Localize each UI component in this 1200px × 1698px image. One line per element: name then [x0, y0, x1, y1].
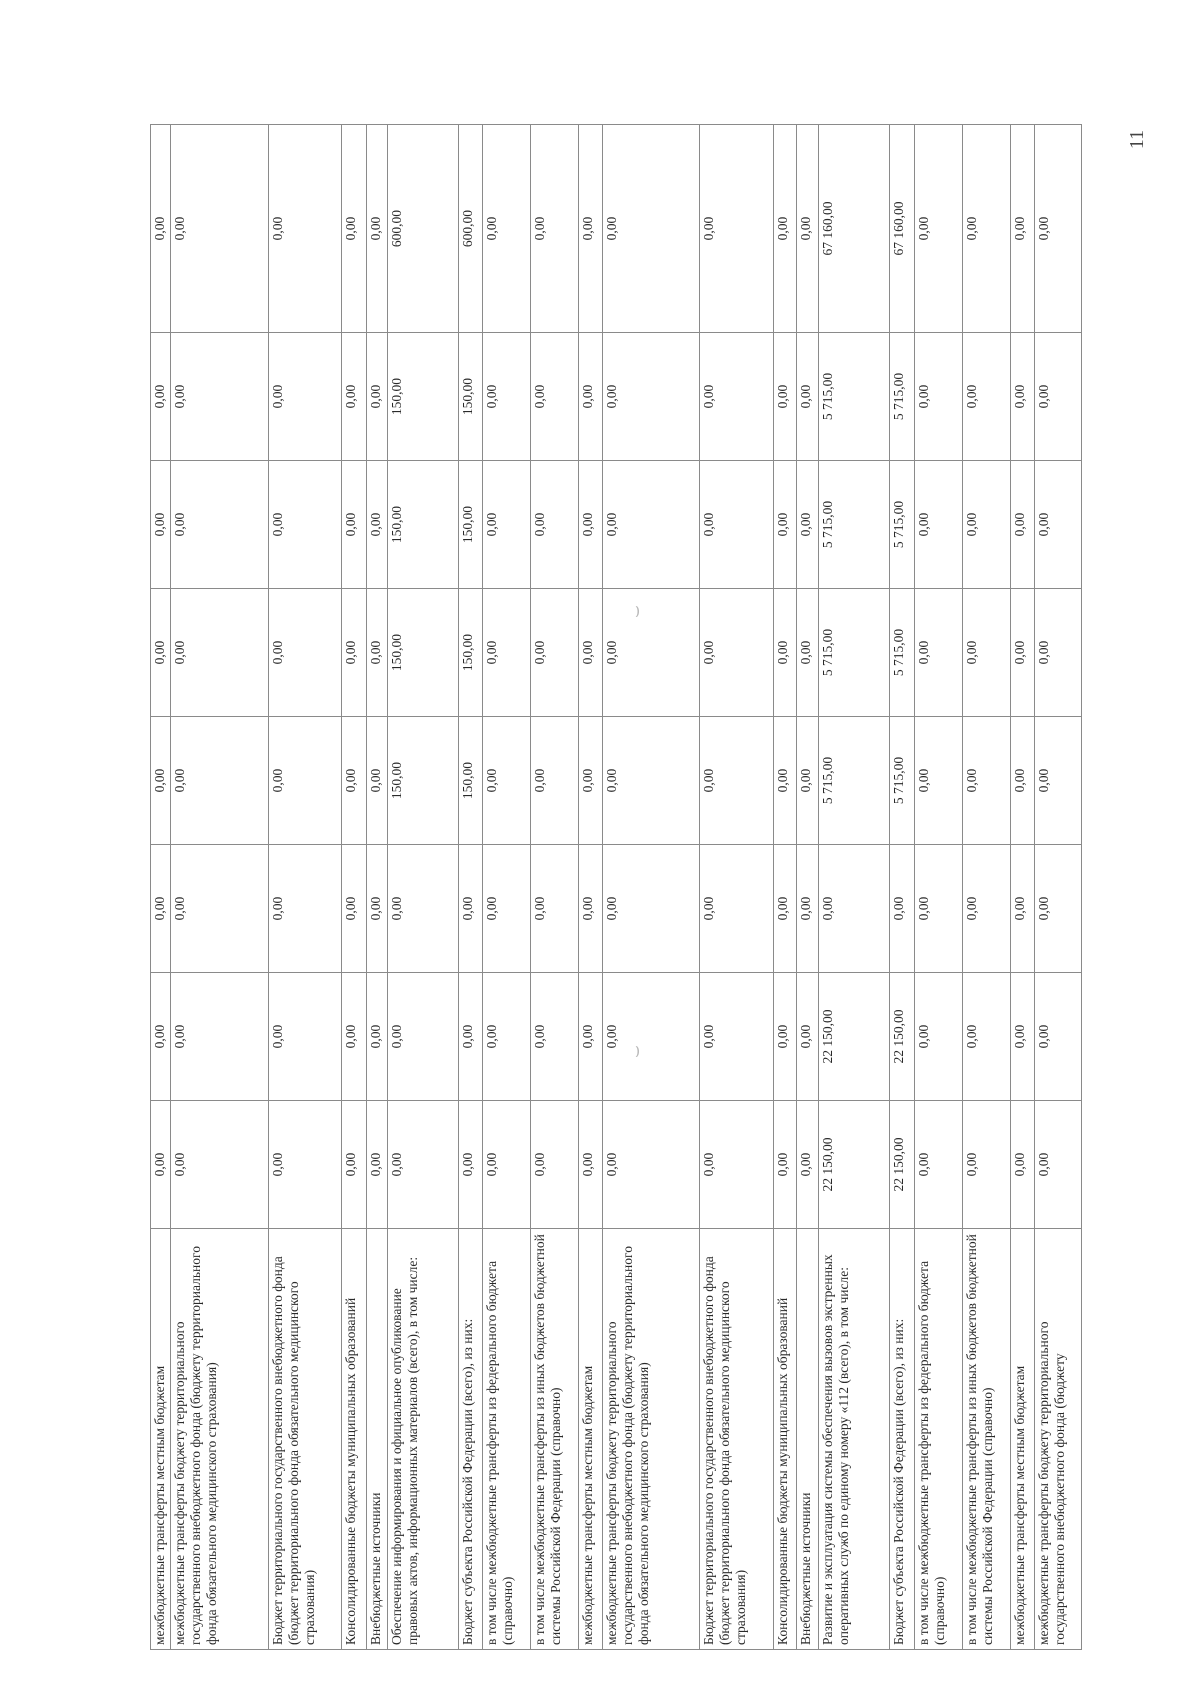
value-cell: 0,00: [151, 717, 171, 845]
value-cell: 0,00: [1011, 845, 1034, 973]
value-cell: 0,00: [914, 461, 962, 589]
value-cell: 0,00: [459, 973, 483, 1101]
value-cell: 0,00: [603, 125, 700, 333]
row-label: Бюджет территориального государственного внебюджетного фонда (бюджет территориального фонда обязательного медицинского страхования): [268, 1229, 342, 1650]
table-row: [890, 125, 914, 1650]
table-row: [342, 125, 366, 1650]
value-cell: 0,00: [773, 973, 796, 1101]
value-cell: 0,00: [1034, 461, 1081, 589]
value-cell: 0,00: [170, 1101, 268, 1229]
row-label: межбюджетные трансферты бюджету территориального государственного внебюджетного фонда (бюджету: [1034, 1229, 1081, 1650]
value-cell: 0,00: [366, 589, 387, 717]
value-cell: 0,00: [342, 717, 366, 845]
value-cell: 0,00: [963, 589, 1011, 717]
value-cell: 0,00: [773, 845, 796, 973]
value-cell: 0,00: [366, 125, 387, 333]
value-cell: 0,00: [366, 717, 387, 845]
value-cell: 0,00: [914, 1101, 962, 1229]
value-cell: 22 150,00: [890, 973, 914, 1101]
value-cell: 5 715,00: [818, 461, 890, 589]
value-cell: 0,00: [890, 845, 914, 973]
value-cell: 0,00: [483, 973, 530, 1101]
value-cell: 150,00: [387, 717, 459, 845]
value-cell: 0,00: [342, 973, 366, 1101]
value-cell: 0,00: [387, 845, 459, 973]
value-cell: 0,00: [170, 973, 268, 1101]
value-cell: 0,00: [483, 125, 530, 333]
value-cell: 0,00: [796, 589, 818, 717]
value-cell: 0,00: [268, 125, 342, 333]
value-cell: 0,00: [459, 845, 483, 973]
value-cell: 5 715,00: [818, 333, 890, 461]
value-cell: 0,00: [151, 125, 171, 333]
value-cell: 0,00: [483, 717, 530, 845]
table-row: [1011, 125, 1034, 1650]
value-cell: 150,00: [387, 461, 459, 589]
value-cell: 5 715,00: [890, 333, 914, 461]
value-cell: 0,00: [579, 589, 603, 717]
value-cell: 0,00: [603, 333, 700, 461]
value-cell: 0,00: [796, 333, 818, 461]
value-cell: 0,00: [387, 1101, 459, 1229]
value-cell: 0,00: [268, 1101, 342, 1229]
value-cell: 0,00: [579, 973, 603, 1101]
table-row: [796, 125, 818, 1650]
row-label: межбюджетные трансферты бюджету территориального государственного внебюджетного фонда (бюджету территориального фонда обязательного медицинского страхования): [603, 1229, 700, 1650]
value-cell: 0,00: [1034, 717, 1081, 845]
value-cell: 0,00: [603, 589, 700, 717]
value-cell: 150,00: [387, 589, 459, 717]
table-row: [387, 125, 459, 1650]
row-label: Внебюджетные источники: [796, 1229, 818, 1650]
value-cell: 0,00: [1011, 461, 1034, 589]
value-cell: 0,00: [773, 333, 796, 461]
row-label: Внебюджетные источники: [366, 1229, 387, 1650]
budget-table: [150, 124, 1082, 1650]
value-cell: 600,00: [459, 125, 483, 333]
table-row: [914, 125, 962, 1650]
table-row: [579, 125, 603, 1650]
row-label: Развитие и эксплуатация системы обеспечения вызовов экстренных оперативных служб по единому номеру «112 (всего), в том числе:: [818, 1229, 890, 1650]
value-cell: 0,00: [963, 973, 1011, 1101]
row-label: Бюджет субъекта Российской Федерации (всего), из них:: [459, 1229, 483, 1650]
value-cell: 0,00: [530, 333, 578, 461]
value-cell: 0,00: [818, 845, 890, 973]
row-label: в том числе межбюджетные трансферты из иных бюджетов бюджетной системы Российской Федерации (справочно): [530, 1229, 578, 1650]
value-cell: 0,00: [170, 589, 268, 717]
row-label: межбюджетные трансферты местным бюджетам: [1011, 1229, 1034, 1650]
value-cell: 0,00: [914, 589, 962, 717]
row-label: Обеспечение информирования и официальное опубликование правовых актов, информационных материалов (всего), в том числе:: [387, 1229, 459, 1650]
value-cell: 0,00: [579, 125, 603, 333]
row-label: межбюджетные трансферты местным бюджетам: [579, 1229, 603, 1650]
row-label: Бюджет территориального государственного внебюджетного фонда (бюджет территориального фонда обязательного медицинского страхования): [700, 1229, 774, 1650]
value-cell: 0,00: [914, 717, 962, 845]
value-cell: 0,00: [914, 973, 962, 1101]
value-cell: 0,00: [1034, 1101, 1081, 1229]
table-row: [151, 125, 171, 1650]
table-row: [1034, 125, 1081, 1650]
value-cell: 0,00: [1011, 125, 1034, 333]
value-cell: 0,00: [530, 1101, 578, 1229]
row-label: межбюджетные трансферты местным бюджетам: [151, 1229, 171, 1650]
value-cell: 0,00: [151, 973, 171, 1101]
value-cell: 0,00: [151, 333, 171, 461]
value-cell: 0,00: [700, 1101, 774, 1229]
value-cell: 0,00: [170, 461, 268, 589]
value-cell: 0,00: [963, 1101, 1011, 1229]
value-cell: 0,00: [268, 973, 342, 1101]
value-cell: 150,00: [459, 717, 483, 845]
table-row: [459, 125, 483, 1650]
value-cell: 0,00: [603, 973, 700, 1101]
value-cell: 150,00: [459, 333, 483, 461]
value-cell: 0,00: [530, 717, 578, 845]
value-cell: 0,00: [342, 333, 366, 461]
table-row: [603, 125, 700, 1650]
value-cell: 0,00: [700, 461, 774, 589]
value-cell: 0,00: [366, 845, 387, 973]
value-cell: 600,00: [387, 125, 459, 333]
value-cell: 0,00: [366, 333, 387, 461]
value-cell: 0,00: [268, 717, 342, 845]
value-cell: 0,00: [796, 1101, 818, 1229]
value-cell: 0,00: [796, 461, 818, 589]
value-cell: 0,00: [151, 589, 171, 717]
value-cell: 0,00: [700, 333, 774, 461]
value-cell: 22 150,00: [818, 1101, 890, 1229]
value-cell: 0,00: [603, 1101, 700, 1229]
value-cell: 150,00: [459, 461, 483, 589]
value-cell: 0,00: [268, 461, 342, 589]
rotated-page: [150, 125, 1082, 1650]
value-cell: 0,00: [1011, 973, 1034, 1101]
value-cell: 0,00: [268, 333, 342, 461]
value-cell: 0,00: [151, 1101, 171, 1229]
table-row: [700, 125, 774, 1650]
value-cell: 0,00: [579, 845, 603, 973]
value-cell: 0,00: [603, 717, 700, 845]
value-cell: 0,00: [342, 589, 366, 717]
value-cell: 0,00: [773, 717, 796, 845]
value-cell: 5 715,00: [890, 461, 914, 589]
value-cell: 5 715,00: [890, 589, 914, 717]
scan-artifact-mark: ⌣: [625, 604, 648, 619]
value-cell: 0,00: [963, 125, 1011, 333]
row-label: Консолидированные бюджеты муниципальных образований: [773, 1229, 796, 1650]
value-cell: 0,00: [342, 125, 366, 333]
value-cell: 22 150,00: [890, 1101, 914, 1229]
value-cell: 0,00: [530, 589, 578, 717]
value-cell: 0,00: [387, 973, 459, 1101]
value-cell: 0,00: [342, 1101, 366, 1229]
value-cell: 0,00: [483, 333, 530, 461]
value-cell: 0,00: [963, 333, 1011, 461]
table-row: [170, 125, 268, 1650]
value-cell: 0,00: [603, 461, 700, 589]
value-cell: 22 150,00: [818, 973, 890, 1101]
value-cell: 0,00: [170, 125, 268, 333]
row-label: в том числе межбюджетные трансферты из иных бюджетов бюджетной системы Российской Федерации (справочно): [963, 1229, 1011, 1650]
value-cell: 0,00: [1034, 845, 1081, 973]
value-cell: 0,00: [963, 461, 1011, 589]
value-cell: 0,00: [1011, 333, 1034, 461]
value-cell: 0,00: [796, 125, 818, 333]
row-label: Бюджет субъекта Российской Федерации (всего), из них:: [890, 1229, 914, 1650]
value-cell: 0,00: [579, 461, 603, 589]
value-cell: 150,00: [459, 589, 483, 717]
value-cell: 0,00: [773, 1101, 796, 1229]
value-cell: 0,00: [366, 461, 387, 589]
value-cell: 0,00: [914, 125, 962, 333]
row-label: в том числе межбюджетные трансферты из федерального бюджета (справочно): [914, 1229, 962, 1650]
table-row: [366, 125, 387, 1650]
value-cell: 0,00: [530, 461, 578, 589]
value-cell: 0,00: [963, 845, 1011, 973]
value-cell: 0,00: [459, 1101, 483, 1229]
value-cell: 5 715,00: [818, 717, 890, 845]
value-cell: 0,00: [342, 461, 366, 589]
value-cell: 0,00: [268, 589, 342, 717]
value-cell: 0,00: [963, 717, 1011, 845]
value-cell: 0,00: [579, 1101, 603, 1229]
value-cell: 0,00: [366, 1101, 387, 1229]
value-cell: 0,00: [700, 589, 774, 717]
table-row: [818, 125, 890, 1650]
value-cell: 0,00: [1034, 973, 1081, 1101]
table-row: [268, 125, 342, 1650]
value-cell: 0,00: [700, 845, 774, 973]
value-cell: 5 715,00: [818, 589, 890, 717]
table-row: [773, 125, 796, 1650]
value-cell: 67 160,00: [818, 125, 890, 333]
value-cell: 0,00: [914, 333, 962, 461]
value-cell: 0,00: [170, 845, 268, 973]
table-row: [483, 125, 530, 1650]
value-cell: 0,00: [1034, 333, 1081, 461]
value-cell: 0,00: [603, 845, 700, 973]
value-cell: 0,00: [342, 845, 366, 973]
value-cell: 0,00: [796, 845, 818, 973]
value-cell: 0,00: [773, 589, 796, 717]
value-cell: 0,00: [530, 845, 578, 973]
page-number: 11: [1126, 129, 1149, 150]
value-cell: 0,00: [579, 717, 603, 845]
row-label: Консолидированные бюджеты муниципальных образований: [342, 1229, 366, 1650]
value-cell: 0,00: [773, 461, 796, 589]
table-row: [530, 125, 578, 1650]
value-cell: 0,00: [700, 973, 774, 1101]
value-cell: 0,00: [483, 461, 530, 589]
value-cell: 0,00: [1034, 589, 1081, 717]
value-cell: 0,00: [366, 973, 387, 1101]
value-cell: 0,00: [1011, 717, 1034, 845]
value-cell: 0,00: [579, 333, 603, 461]
value-cell: 150,00: [387, 333, 459, 461]
value-cell: 0,00: [530, 973, 578, 1101]
value-cell: 0,00: [268, 845, 342, 973]
value-cell: 0,00: [773, 125, 796, 333]
value-cell: 0,00: [483, 845, 530, 973]
value-cell: 0,00: [1011, 589, 1034, 717]
table-row: [963, 125, 1011, 1650]
value-cell: 0,00: [796, 717, 818, 845]
row-label: в том числе межбюджетные трансферты из федерального бюджета (справочно): [483, 1229, 530, 1650]
value-cell: 0,00: [170, 333, 268, 461]
value-cell: 0,00: [796, 973, 818, 1101]
value-cell: 0,00: [700, 125, 774, 333]
scan-artifact-mark: ⌣: [625, 1044, 648, 1059]
value-cell: 67 160,00: [890, 125, 914, 333]
value-cell: 0,00: [151, 845, 171, 973]
value-cell: 5 715,00: [890, 717, 914, 845]
value-cell: 0,00: [170, 717, 268, 845]
value-cell: 0,00: [483, 1101, 530, 1229]
value-cell: 0,00: [914, 845, 962, 973]
value-cell: 0,00: [151, 461, 171, 589]
value-cell: 0,00: [1034, 125, 1081, 333]
value-cell: 0,00: [700, 717, 774, 845]
value-cell: 0,00: [530, 125, 578, 333]
row-label: межбюджетные трансферты бюджету территориального государственного внебюджетного фонда (бюджету территориального фонда обязательного медицинского страхования): [170, 1229, 268, 1650]
value-cell: 0,00: [483, 589, 530, 717]
value-cell: 0,00: [1011, 1101, 1034, 1229]
